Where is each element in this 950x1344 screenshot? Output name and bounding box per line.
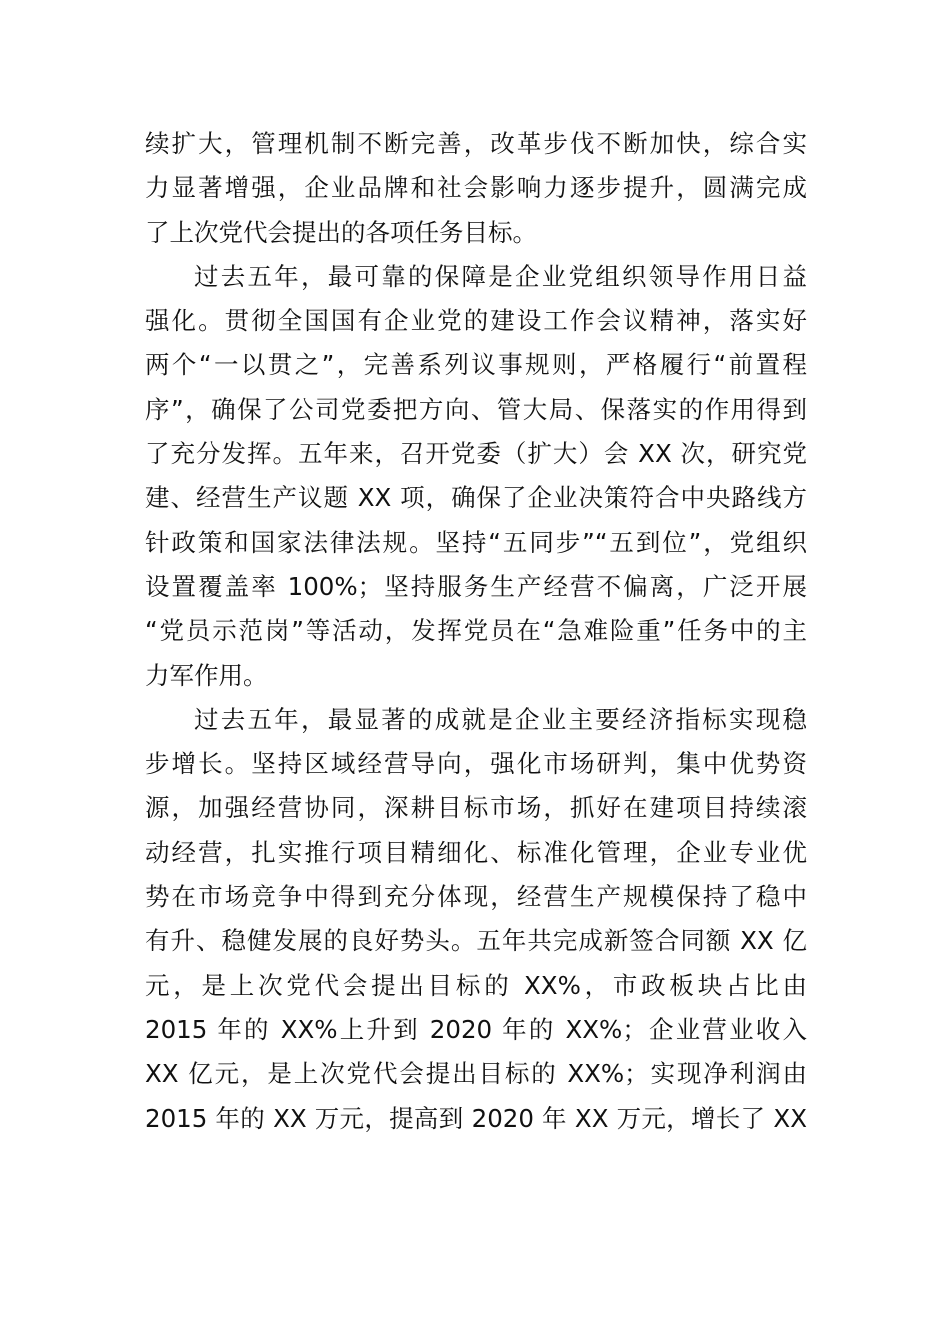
text-line: 了上次党代会提出的各项任务目标。 [145,217,537,247]
text-line: 了充分发挥。五年来，召开党委（扩大）会 XX 次，研究党 [145,439,807,469]
text-line: 2015 年的 XX 万元，提高到 2020 年 XX 万元，增长了 XX [145,1103,807,1133]
paragraph-1 [145,122,807,255]
text-line: 续扩大，管理机制不断完善，改革步伐不断加快，综合实 [145,129,807,158]
text-line: 建、经营生产议题 XX 项，确保了企业决策符合中央路线方 [145,483,807,513]
text-line: 两个“一以贯之”，完善系列议事规则，严格履行“前置程 [145,350,807,380]
text-line: 力显著增强，企业品牌和社会影响力逐步提升，圆满完成 [145,173,807,203]
text-line: 2015 年的 XX%上升到 2020 年的 XX%；企业营业收入 [145,1014,807,1044]
text-line: 源，加强经营协同，深耕目标市场，抓好在建项目持续滚 [145,793,807,823]
text-line: 势在市场竞争中得到充分体现，经营生产规模保持了稳中 [145,882,807,912]
paragraph-2 [145,255,807,698]
text-line: 力军作用。 [145,660,268,690]
text-line: 有升、稳健发展的良好势头。五年共完成新签合同额 XX 亿 [145,926,807,956]
text-line: 序”，确保了公司党委把方向、管大局、保落实的作用得到 [145,394,807,424]
text-line: XX 亿元，是上次党代会提出目标的 XX%；实现净利润由 [145,1059,807,1089]
text-line: 过去五年，最显著的成就是企业主要经济指标实现稳 [194,704,807,734]
text-line: “党员示范岗”等活动，发挥党员在“急难险重”任务中的主 [145,616,807,646]
text-line: 针政策和国家法律法规。坚持“五同步”“五到位”，党组织 [145,527,807,557]
text-line: 步增长。坚持区域经营导向，强化市场研判，集中优势资 [145,749,807,779]
paragraph-3 [145,698,807,1141]
text-line: 过去五年，最可靠的保障是企业党组织领导作用日益 [194,261,807,291]
document-body [145,122,807,1141]
text-line: 动经营，扎实推行项目精细化、标准化管理，企业专业优 [145,837,807,867]
text-line: 强化。贯彻全国国有企业党的建设工作会议精神，落实好 [145,306,807,336]
text-line: 设置覆盖率 100%；坚持服务生产经营不偏离，广泛开展 [145,571,807,601]
text-line: 元，是上次党代会提出目标的 XX%，市政板块占比由 [145,970,807,1000]
